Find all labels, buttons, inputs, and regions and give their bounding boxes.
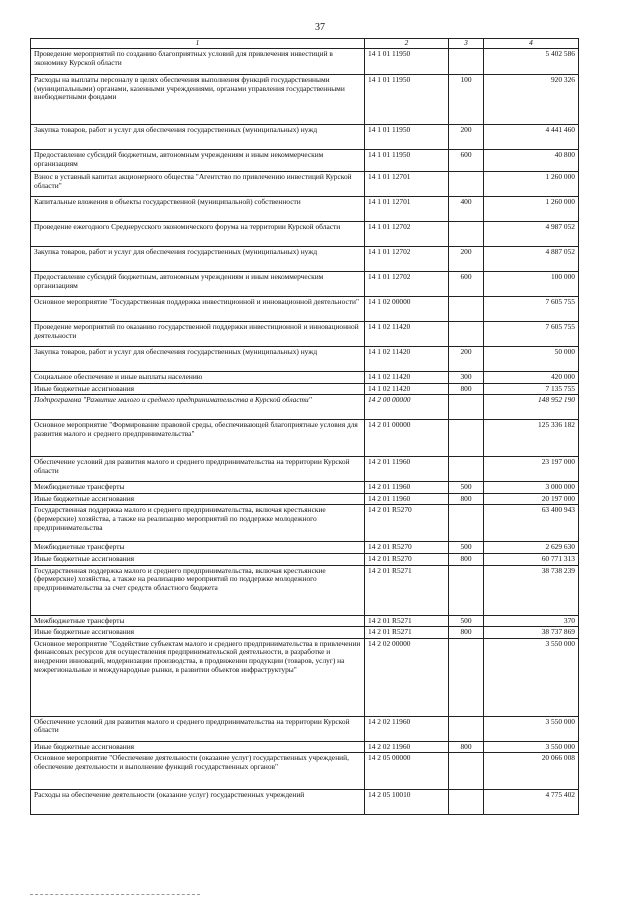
- cell-description: Проведение мероприятий по оказанию государственной поддержки инвестиционной и инновационной деятельности: [31, 322, 365, 347]
- cell-code: 14 1 01 11950: [365, 150, 449, 172]
- cell-code: 14 2 01 R5270: [365, 542, 449, 554]
- table-row: [31, 322, 579, 347]
- table-row: [31, 222, 579, 247]
- cell-description: Основное мероприятие "Содействие субъектам малого и среднего предпринимательства в привлечении финансовых ресурсов для осуществления предпринимательской деятельности, в разработке и внедрении инноваций, модернизации производства, в продвижении продукции (товаров, услуг) на межрегиональные и международные рынки, в развитии объектов инфраструктуры": [31, 638, 365, 716]
- table-row: [31, 505, 579, 542]
- table-row: [31, 553, 579, 565]
- table-row: [31, 150, 579, 172]
- cell-amount: 60 771 313: [484, 553, 579, 565]
- cell-code: 14 2 01 R5271: [365, 565, 449, 615]
- cell-expense-type: 500: [449, 482, 484, 494]
- cell-expense-type: 800: [449, 627, 484, 639]
- cell-expense-type: 500: [449, 615, 484, 627]
- cell-amount: 4 775 402: [484, 790, 579, 815]
- cell-amount: 50 000: [484, 347, 579, 372]
- cell-code: 14 2 05 00000: [365, 753, 449, 790]
- cell-expense-type: 600: [449, 150, 484, 172]
- table-row: [31, 372, 579, 384]
- table-row: [31, 716, 579, 741]
- cell-description: Предоставление субсидий бюджетным, автономным учреждениям и иным некоммерческим организациям: [31, 272, 365, 297]
- cell-code: 14 2 01 R5270: [365, 553, 449, 565]
- table-row: [31, 272, 579, 297]
- cell-expense-type: [449, 716, 484, 741]
- cell-description: Закупка товаров, работ и услуг для обеспечения государственных (муниципальных) нужд: [31, 347, 365, 372]
- cell-amount: 20 066 008: [484, 753, 579, 790]
- cell-code: 14 2 02 00000: [365, 638, 449, 716]
- cell-amount: 23 197 000: [484, 457, 579, 482]
- cell-amount: 4 887 052: [484, 247, 579, 272]
- cell-description: Межбюджетные трансферты: [31, 542, 365, 554]
- cell-amount: 2 629 630: [484, 542, 579, 554]
- table-row: [31, 638, 579, 716]
- table-row: [31, 383, 579, 395]
- cell-description: Обеспечение условий для развития малого и среднего предпринимательства на территории Курской области: [31, 457, 365, 482]
- cell-amount: 148 952 190: [484, 395, 579, 420]
- cell-amount: 1 260 000: [484, 197, 579, 222]
- page-number: 37: [315, 22, 325, 33]
- cell-expense-type: 800: [449, 553, 484, 565]
- cell-code: 14 1 02 11420: [365, 383, 449, 395]
- cell-code: 14 1 01 12701: [365, 172, 449, 197]
- table-row: [31, 482, 579, 494]
- cell-expense-type: 300: [449, 372, 484, 384]
- cell-amount: 4 441 460: [484, 125, 579, 150]
- table-row: [31, 457, 579, 482]
- cell-expense-type: [449, 322, 484, 347]
- cell-expense-type: 800: [449, 493, 484, 505]
- cell-expense-type: [449, 172, 484, 197]
- table-row: [31, 297, 579, 322]
- cell-code: 14 2 01 R5270: [365, 505, 449, 542]
- cell-expense-type: [449, 222, 484, 247]
- cell-amount: 920 326: [484, 75, 579, 125]
- table-row: [31, 627, 579, 639]
- cell-expense-type: 200: [449, 347, 484, 372]
- cell-code: 14 2 02 11960: [365, 741, 449, 753]
- table-row: [31, 347, 579, 372]
- cell-description: Иные бюджетные ассигнования: [31, 553, 365, 565]
- cell-expense-type: 800: [449, 383, 484, 395]
- footer-divider: [30, 894, 200, 895]
- cell-amount: 5 402 586: [484, 49, 579, 75]
- table-row: [31, 395, 579, 420]
- table-body: [31, 49, 579, 815]
- cell-amount: 7 605 755: [484, 297, 579, 322]
- table-row: [31, 615, 579, 627]
- cell-description: Обеспечение условий для развития малого и среднего предпринимательства на территории Курской области: [31, 716, 365, 741]
- cell-expense-type: [449, 790, 484, 815]
- cell-expense-type: 400: [449, 197, 484, 222]
- cell-amount: 63 400 943: [484, 505, 579, 542]
- cell-expense-type: [449, 565, 484, 615]
- cell-description: Закупка товаров, работ и услуг для обеспечения государственных (муниципальных) нужд: [31, 247, 365, 272]
- cell-code: 14 1 01 11950: [365, 75, 449, 125]
- cell-amount: 20 197 000: [484, 493, 579, 505]
- cell-code: 14 2 05 10010: [365, 790, 449, 815]
- table-row: [31, 125, 579, 150]
- cell-amount: 125 336 182: [484, 420, 579, 457]
- cell-description: Государственная поддержка малого и среднего предпринимательства, включая крестьянские (фермерские) хозяйства, а также на реализацию мероприятий по поддержке молодежного предпринимательства за счет средств областного бюджета: [31, 565, 365, 615]
- cell-description: Подпрограмма "Развитие малого и среднего предпринимательства в Курской области": [31, 395, 365, 420]
- table-row: [31, 790, 579, 815]
- cell-code: 14 1 01 11950: [365, 125, 449, 150]
- cell-expense-type: [449, 753, 484, 790]
- column-header-amount: 4: [484, 39, 579, 49]
- cell-code: 14 2 01 00000: [365, 420, 449, 457]
- cell-expense-type: 600: [449, 272, 484, 297]
- cell-amount: 3 550 000: [484, 716, 579, 741]
- cell-amount: 100 000: [484, 272, 579, 297]
- cell-description: Иные бюджетные ассигнования: [31, 741, 365, 753]
- table-row: [31, 741, 579, 753]
- cell-code: 14 2 00 00000: [365, 395, 449, 420]
- cell-description: Межбюджетные трансферты: [31, 615, 365, 627]
- cell-expense-type: [449, 638, 484, 716]
- cell-expense-type: 200: [449, 125, 484, 150]
- cell-description: Капитальные вложения в объекты государственной (муниципальной) собственности: [31, 197, 365, 222]
- cell-code: 14 1 01 12702: [365, 272, 449, 297]
- cell-amount: 38 737 869: [484, 627, 579, 639]
- cell-code: 14 2 01 R5271: [365, 615, 449, 627]
- cell-description: Иные бюджетные ассигнования: [31, 493, 365, 505]
- cell-code: 14 1 02 00000: [365, 297, 449, 322]
- cell-code: 14 2 02 11960: [365, 716, 449, 741]
- table-row: [31, 172, 579, 197]
- cell-expense-type: [449, 420, 484, 457]
- table-row: [31, 247, 579, 272]
- table-row: [31, 420, 579, 457]
- cell-description: Предоставление субсидий бюджетным, автономным учреждениям и иным некоммерческим организациям: [31, 150, 365, 172]
- cell-expense-type: 100: [449, 75, 484, 125]
- cell-code: 14 1 02 11420: [365, 347, 449, 372]
- cell-expense-type: [449, 505, 484, 542]
- cell-description: Иные бюджетные ассигнования: [31, 627, 365, 639]
- cell-code: 14 2 01 11960: [365, 457, 449, 482]
- cell-amount: 3 550 000: [484, 638, 579, 716]
- cell-expense-type: 200: [449, 247, 484, 272]
- cell-description: Государственная поддержка малого и среднего предпринимательства, включая крестьянские (фермерские) хозяйства, а также на реализацию мероприятий по поддержке молодежного предпринимательства: [31, 505, 365, 542]
- table-row: [31, 49, 579, 75]
- cell-description: Расходы на выплаты персоналу в целях обеспечения выполнения функций государственными (муниципальными) органами, казенными учреждениями, органами управления государственными внебюджетными фондами: [31, 75, 365, 125]
- cell-expense-type: 800: [449, 741, 484, 753]
- table-row: [31, 753, 579, 790]
- table-header-row: [31, 39, 579, 49]
- table-row: [31, 197, 579, 222]
- cell-expense-type: [449, 457, 484, 482]
- cell-description: Расходы на обеспечение деятельности (оказание услуг) государственных учреждений: [31, 790, 365, 815]
- column-header-description: 1: [31, 39, 365, 49]
- column-header-expense-type: 3: [449, 39, 484, 49]
- cell-amount: 1 260 000: [484, 172, 579, 197]
- cell-code: 14 1 02 11420: [365, 372, 449, 384]
- cell-amount: 3 000 000: [484, 482, 579, 494]
- cell-description: Межбюджетные трансферты: [31, 482, 365, 494]
- cell-code: 14 2 01 11960: [365, 482, 449, 494]
- column-header-code: 2: [365, 39, 449, 49]
- cell-amount: 40 800: [484, 150, 579, 172]
- cell-code: 14 1 01 11950: [365, 49, 449, 75]
- cell-description: Закупка товаров, работ и услуг для обеспечения государственных (муниципальных) нужд: [31, 125, 365, 150]
- cell-code: 14 2 01 11960: [365, 493, 449, 505]
- cell-amount: 7 135 755: [484, 383, 579, 395]
- cell-description: Основное мероприятие "Государственная поддержка инвестиционной и инновационной деятельности": [31, 297, 365, 322]
- cell-description: Основное мероприятие "Обеспечение деятельности (оказание услуг) государственных учреждений, обеспечение деятельности и выполнение функций государственных органов": [31, 753, 365, 790]
- cell-amount: 38 738 239: [484, 565, 579, 615]
- cell-description: Социальное обеспечение и иные выплаты населению: [31, 372, 365, 384]
- cell-description: Основное мероприятие "Формирование правовой среды, обеспечивающей благоприятные условия для развития малого и среднего предпринимательства": [31, 420, 365, 457]
- cell-expense-type: 500: [449, 542, 484, 554]
- table-row: [31, 75, 579, 125]
- cell-description: Взнос в уставный капитал акционерного общества "Агентство по привлечению инвестиций Курской области": [31, 172, 365, 197]
- cell-code: 14 1 02 11420: [365, 322, 449, 347]
- cell-code: 14 1 01 12701: [365, 197, 449, 222]
- table-row: [31, 565, 579, 615]
- cell-amount: 7 605 755: [484, 322, 579, 347]
- cell-code: 14 1 01 12702: [365, 247, 449, 272]
- cell-amount: 420 000: [484, 372, 579, 384]
- cell-expense-type: [449, 49, 484, 75]
- table-row: [31, 542, 579, 554]
- cell-amount: 370: [484, 615, 579, 627]
- table-row: [31, 493, 579, 505]
- cell-code: 14 2 01 R5271: [365, 627, 449, 639]
- cell-amount: 4 987 052: [484, 222, 579, 247]
- cell-expense-type: [449, 297, 484, 322]
- budget-table: [30, 38, 579, 815]
- cell-description: Проведение мероприятий по созданию благоприятных условий для привлечения инвестиций в экономику Курской области: [31, 49, 365, 75]
- cell-description: Проведение ежегодного Среднерусского экономического форума на территории Курской области: [31, 222, 365, 247]
- cell-code: 14 1 01 12702: [365, 222, 449, 247]
- cell-amount: 3 550 000: [484, 741, 579, 753]
- cell-description: Иные бюджетные ассигнования: [31, 383, 365, 395]
- cell-expense-type: [449, 395, 484, 420]
